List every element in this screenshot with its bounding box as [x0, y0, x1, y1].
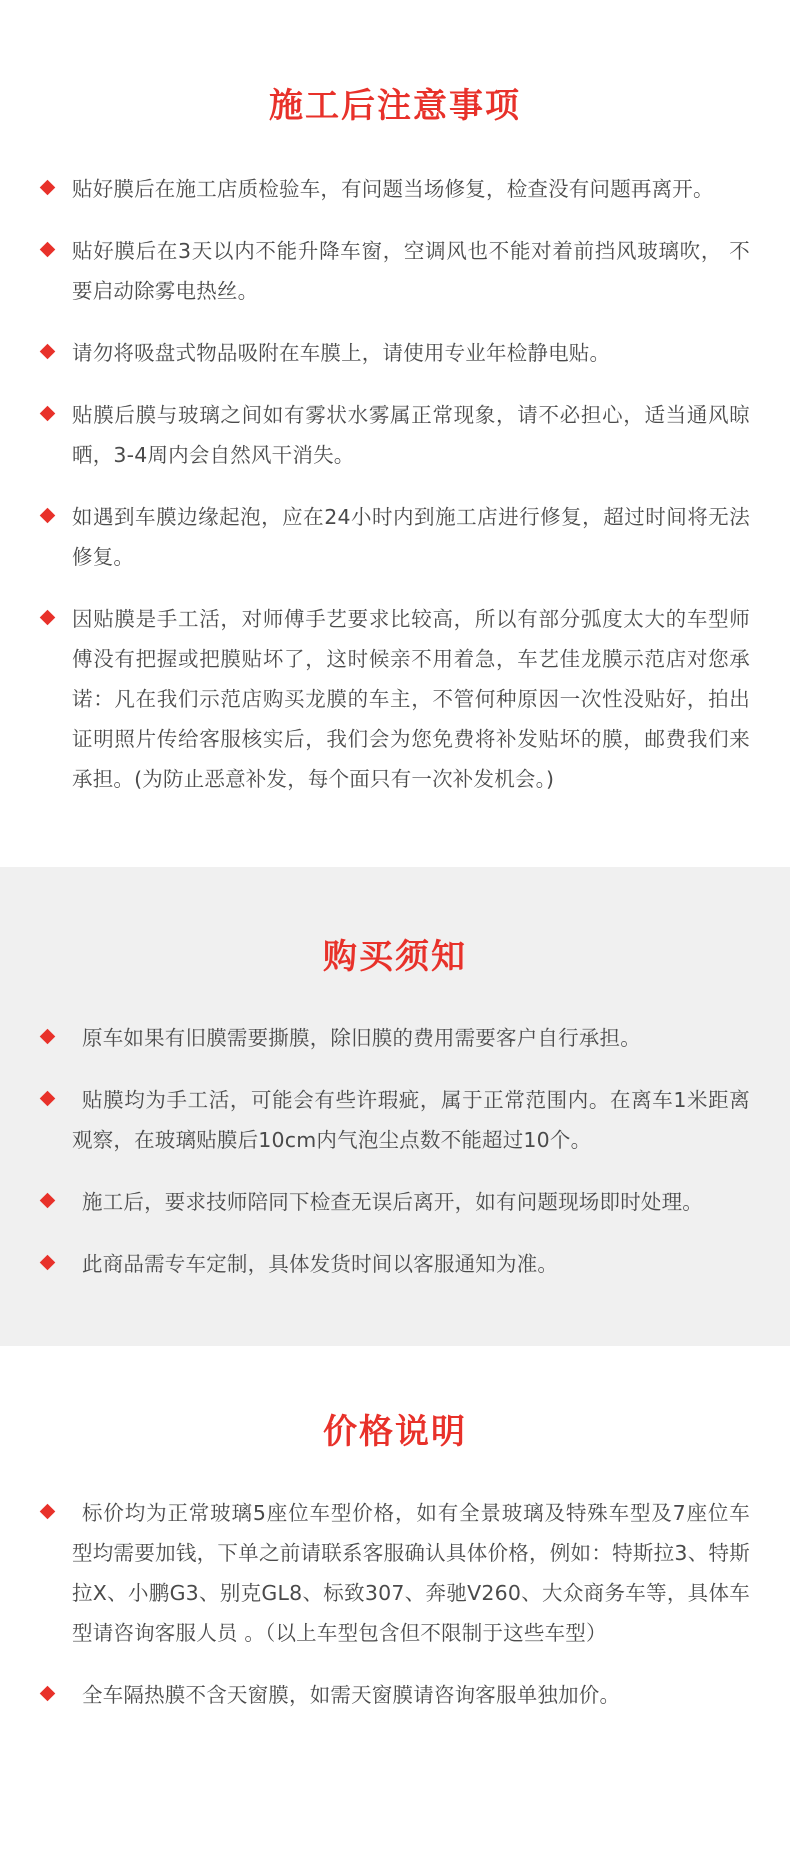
list-item	[40, 1244, 750, 1284]
list-item	[40, 1018, 750, 1058]
list-item-text: 贴好膜后在3天以内不能升降车窗，空调风也不能对着前挡风玻璃吹， 不要启动除雾电热丝。	[72, 239, 750, 303]
diamond-bullet-icon	[40, 344, 56, 360]
list-item-text: 此商品需专车定制，具体发货时间以客服通知为准。	[82, 1252, 559, 1276]
diamond-bullet-icon	[40, 508, 56, 524]
list-item	[40, 1182, 750, 1222]
list-item	[40, 395, 750, 475]
list-item-text: 如遇到车膜边缘起泡，应在24小时内到施工店进行修复，超过时间将无法修复。	[72, 505, 750, 569]
section-title: 施工后注意事项	[269, 86, 521, 126]
diamond-bullet-icon	[40, 180, 56, 196]
section-title: 购买须知	[323, 937, 467, 977]
diamond-bullet-icon	[40, 1686, 56, 1702]
list-item-text: 请勿将吸盘式物品吸附在车膜上，请使用专业年检静电贴。	[72, 341, 611, 365]
section-price-explanation	[0, 1346, 790, 1797]
list-item-text: 全车隔热膜不含天窗膜，如需天窗膜请咨询客服单独加价。	[82, 1683, 621, 1707]
diamond-bullet-icon	[40, 1193, 56, 1209]
list-item	[40, 599, 750, 799]
list-item	[40, 169, 750, 209]
section-purchase-notice	[0, 867, 790, 1346]
list-item	[40, 1080, 750, 1160]
diamond-bullet-icon	[40, 1029, 56, 1045]
list-item-text: 原车如果有旧膜需要撕膜，除旧膜的费用需要客户自行承担。	[82, 1026, 641, 1050]
list-item-text: 贴好膜后在施工店质检验车，有问题当场修复，检查没有问题再离开。	[72, 177, 714, 201]
list-item-text: 标价均为正常玻璃5座位车型价格，如有全景玻璃及特殊车型及7座位车型均需要加钱，下单之前请联系客服确认具体价格，例如：特斯拉3、特斯拉X、小鹏G3、别克GL8、标致307、奔驰V260、大众商务车等，具体车型请咨询客服人员 。（以上车型包含但不限制于这些车型）	[72, 1501, 750, 1645]
diamond-bullet-icon	[40, 1255, 56, 1271]
purchase-list	[40, 1018, 750, 1284]
diamond-bullet-icon	[40, 1504, 56, 1520]
diamond-bullet-icon	[40, 406, 56, 422]
diamond-bullet-icon	[40, 610, 56, 626]
price-list	[40, 1493, 750, 1715]
list-item	[40, 1675, 750, 1715]
diamond-bullet-icon	[40, 1091, 56, 1107]
list-item	[40, 333, 750, 373]
list-item	[40, 1493, 750, 1653]
list-item	[40, 231, 750, 311]
section-construction-notes	[0, 0, 790, 867]
notes-list	[40, 169, 750, 799]
list-item-text: 施工后，要求技师陪同下检查无误后离开，如有问题现场即时处理。	[82, 1190, 703, 1214]
list-item-text: 贴膜均为手工活，可能会有些许瑕疵，属于正常范围内。在离车1米距离观察，在玻璃贴膜后10cm内气泡尘点数不能超过10个。	[72, 1088, 750, 1152]
diamond-bullet-icon	[40, 242, 56, 258]
list-item	[40, 497, 750, 577]
section-title: 价格说明	[323, 1412, 467, 1452]
list-item-text: 因贴膜是手工活，对师傅手艺要求比较高，所以有部分弧度太大的车型师傅没有把握或把膜贴坏了，这时候亲不用着急，车艺佳龙膜示范店对您承诺：凡在我们示范店购买龙膜的车主，不管何种原因一次性没贴好，拍出证明照片传给客服核实后，我们会为您免费将补发贴坏的膜，邮费我们来承担。(为防止恶意补发，每个面只有一次补发机会。)	[72, 607, 750, 791]
list-item-text: 贴膜后膜与玻璃之间如有雾状水雾属正常现象，请不必担心，适当通风晾晒，3-4周内会自然风干消失。	[72, 403, 750, 467]
